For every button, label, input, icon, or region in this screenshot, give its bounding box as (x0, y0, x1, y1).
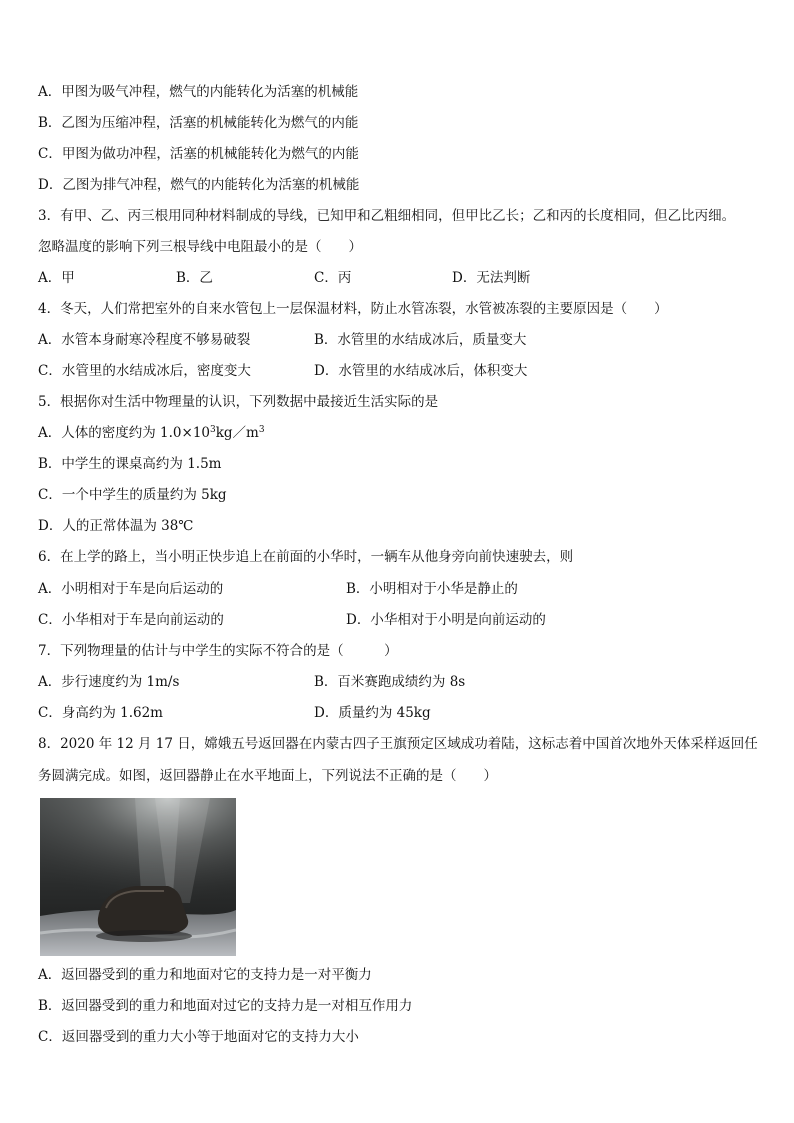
q3-option-d: D．无法判断 (452, 270, 531, 286)
q4-option-b: B．水管里的水结成冰后，质量变大 (314, 332, 527, 348)
q7-option-d: D．质量约为 45kg (314, 705, 431, 721)
q5-option-c: C．一个中学生的质量约为 5kg (38, 487, 227, 503)
q3-option-c: C．丙 (314, 270, 352, 286)
landed-capsule-photo (40, 798, 236, 956)
q2-option-d: D．乙图为排气冲程，燃气的内能转化为活塞的机械能 (38, 177, 360, 193)
q6-option-a: A．小明相对于车是向后运动的 (38, 581, 224, 597)
q3-stem-line2: 忽略温度的影响下列三根导线中电阻最小的是（ ） (38, 239, 362, 255)
q8-stem-line2: 务圆满完成。如图，返回器静止在水平地面上，下列说法不正确的是（ ） (38, 768, 497, 784)
q5-stem: 5．根据你对生活中物理量的认识，下列数据中最接近生活实际的是 (38, 394, 439, 410)
q7-option-c: C．身高约为 1.62m (38, 705, 163, 721)
q8-option-b: B．返回器受到的重力和地面对过它的支持力是一对相互作用力 (38, 998, 413, 1014)
q6-option-b: B．小明相对于小华是静止的 (346, 581, 518, 597)
q5-exponent: 3 (210, 425, 216, 435)
q8-option-c: C．返回器受到的重力大小等于地面对它的支持力大小 (38, 1029, 359, 1045)
q7-stem: 7．下列物理量的估计与中学生的实际不符合的是（ ） (38, 643, 398, 659)
q5-option-a (38, 424, 265, 442)
q4-stem: 4．冬天，人们常把室外的自来水管包上一层保温材料，防止水管冻裂，水管被冻裂的主要原因是（ ） (38, 301, 668, 317)
q8-stem-line1: 8．2020 年 12 月 17 日，嫦娥五号返回器在内蒙古四子王旗预定区域成功着陆，这标志着中国首次地外天体采样返回任 (38, 736, 758, 752)
q6-stem: 6．在上学的路上，当小明正快步追上在前面的小华时，一辆车从他身旁向前快速驶去，则 (38, 549, 574, 565)
q2-option-c: C．甲图为做功冲程，活塞的机械能转化为燃气的内能 (38, 146, 359, 162)
q4-option-d: D．水管里的水结成冰后，体积变大 (314, 363, 528, 379)
q6-option-c: C．小华相对于车是向前运动的 (38, 612, 224, 628)
q7-option-a: A．步行速度约为 1m/s (38, 674, 180, 690)
q2-option-b: B．乙图为压缩冲程，活塞的机械能转化为燃气的内能 (38, 115, 359, 131)
q5-option-a-text: A．人体的密度约为 1.0×10 (38, 425, 210, 441)
q4-option-a: A．水管本身耐寒冷程度不够易破裂 (38, 332, 251, 348)
q5-option-d: D．人的正常体温为 38℃ (38, 518, 194, 534)
q2-option-a: A．甲图为吸气冲程，燃气的内能转化为活塞的机械能 (38, 84, 359, 100)
q5-unit-exponent: 3 (258, 425, 265, 435)
q4-option-c: C．水管里的水结成冰后，密度变大 (38, 363, 251, 379)
q5-option-b: B．中学生的课桌高约为 1.5m (38, 456, 222, 472)
q3-option-a: A．甲 (38, 270, 75, 286)
q7-option-b: B．百米赛跑成绩约为 8s (314, 674, 466, 690)
q3-option-b: B．乙 (176, 270, 213, 286)
q8-option-a: A．返回器受到的重力和地面对它的支持力是一对平衡力 (38, 967, 372, 983)
q3-stem-line1: 3．有甲、乙、丙三根用同种材料制成的导线，已知甲和乙粗细相同，但甲比乙长；乙和丙的长度相同，但乙比丙细。 (38, 208, 736, 224)
q6-option-d: D．小华相对于小明是向前运动的 (346, 612, 546, 628)
q5-option-a-unit: kg／m (215, 425, 259, 441)
